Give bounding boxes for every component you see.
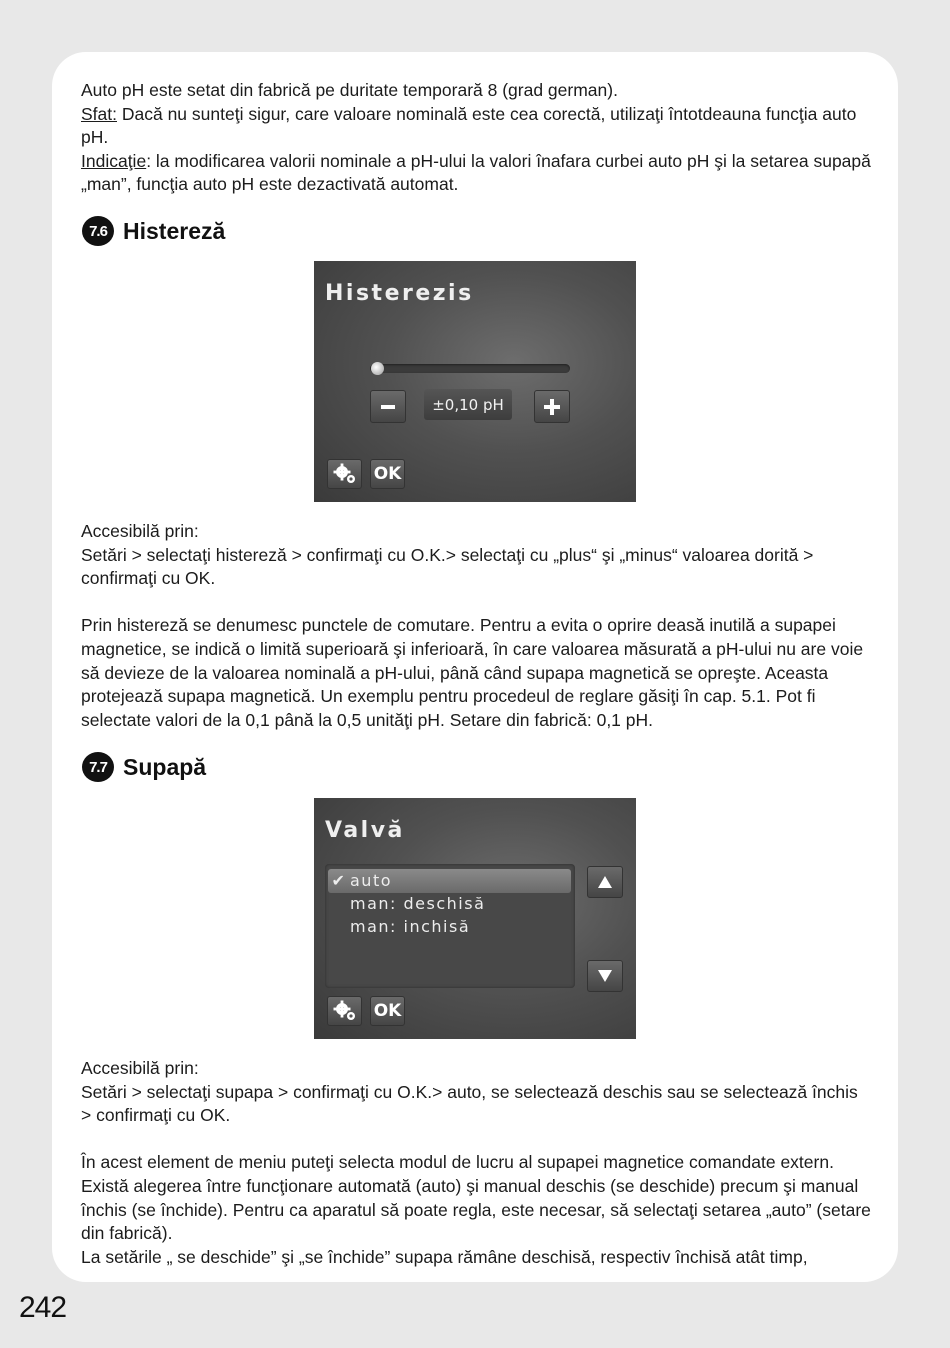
scroll-up-button[interactable]: [587, 866, 623, 898]
screen-title: Valvă: [325, 818, 405, 843]
valve-body-continued: La setările „ se deschide” şi „se închide” supapa rămâne deschisă, respectiv închisă atât timp,: [81, 1246, 808, 1267]
gears-icon: [333, 463, 357, 485]
ok-button[interactable]: OK: [370, 459, 405, 489]
section-title: Histereză: [123, 217, 226, 244]
page-number: 242: [19, 1291, 67, 1324]
note-text: : la modificarea valorii nominale a pH-ului la valori înafara curbei auto pH şi la setarea supapă „man”, funcţia auto pH este dezactivată automat.: [81, 150, 871, 195]
section-number-badge: 7.7: [82, 752, 114, 782]
check-icon: ✔: [331, 871, 347, 890]
hysteresis-body: Prin histereză se denumesc punctele de comutare. Pentru a evita o oprire deasă inutilă a supapei magnetice, se indică o limită superioară şi inferioară, în care valoarea măsurată a pH-ului nu are voie să devieze de la valoarea nominală a pH-ului, până când supapa magnetică se opreşte. Aceasta protejează supapa magnetică. Un exemplu pentru procedeul de reglare găsiţi în cap. 5.1. Pot fi selectate valori de la 0,1 până la 0,5 unităţi pH. Setare din fabrică: 0,1 pH.: [81, 615, 864, 730]
gears-icon: [333, 1000, 357, 1022]
triangle-down-icon: [597, 969, 613, 983]
minus-icon: [380, 399, 396, 415]
valve-option-list: [325, 864, 575, 988]
settings-button[interactable]: [327, 996, 362, 1026]
intro-line: Auto pH este setat din fabrică pe duritate temporară 8 (grad german).: [81, 80, 618, 100]
section-number-badge: 7.6: [82, 216, 114, 246]
settings-button[interactable]: [327, 459, 362, 489]
access-label: Accesibilă prin:: [81, 1058, 199, 1078]
section-heading-valve: [82, 752, 206, 782]
note-paragraph: [81, 150, 871, 197]
valve-screen: [314, 798, 636, 1039]
minus-button[interactable]: [370, 390, 406, 423]
hysteresis-slider-track[interactable]: [370, 364, 570, 373]
valve-option-auto[interactable]: ✔ auto: [328, 869, 571, 893]
tip-label: Sfat:: [81, 103, 117, 124]
valve-body: În acest element de meniu puteţi selecta modul de lucru al supapei magnetice comandate extern. Există alegerea între funcţionare automată (auto) şi manual deschis (se deschide) precum şi manual închis (se închide). Pentru ca aparatul să poate regla, este necesar, să selectaţi setarea „auto” (setare din fabrică).: [81, 1152, 871, 1244]
access-text: Setări > selectaţi supapa > confirmaţi cu O.K.> auto, se selectează deschis sau se selectează închis > confirmaţi cu OK.: [81, 1081, 858, 1126]
valve-option-closed[interactable]: man: inchisă: [350, 917, 471, 936]
access-label: Accesibilă prin:: [81, 521, 199, 541]
hysteresis-screen: [314, 261, 636, 502]
hysteresis-text: [81, 520, 871, 732]
section-heading-hysteresis: [82, 216, 225, 246]
plus-icon: [543, 398, 561, 416]
screen-title: Histerezis: [325, 281, 474, 306]
hysteresis-slider-knob[interactable]: [371, 362, 384, 375]
valve-option-open[interactable]: man: deschisă: [350, 894, 486, 913]
hysteresis-value: ±0,10 pH: [424, 389, 512, 420]
valve-text: [81, 1057, 871, 1269]
tip-paragraph: [81, 103, 871, 150]
note-label: Indicaţie: [81, 150, 147, 171]
section-title: Supapă: [123, 753, 207, 780]
access-text: Setări > selectaţi histereză > confirmaţi cu O.K.> selectaţi cu „plus“ şi „minus“ valoarea dorită > confirmaţi cu OK.: [81, 544, 814, 589]
plus-button[interactable]: [534, 390, 570, 423]
ok-button[interactable]: OK: [370, 996, 405, 1026]
intro-text: [81, 79, 871, 197]
scroll-down-button[interactable]: [587, 960, 623, 992]
tip-text: Dacă nu sunteţi sigur, care valoare nominală este cea corectă, utilizaţi întotdeauna funcţia auto pH.: [81, 103, 857, 148]
triangle-up-icon: [597, 875, 613, 889]
